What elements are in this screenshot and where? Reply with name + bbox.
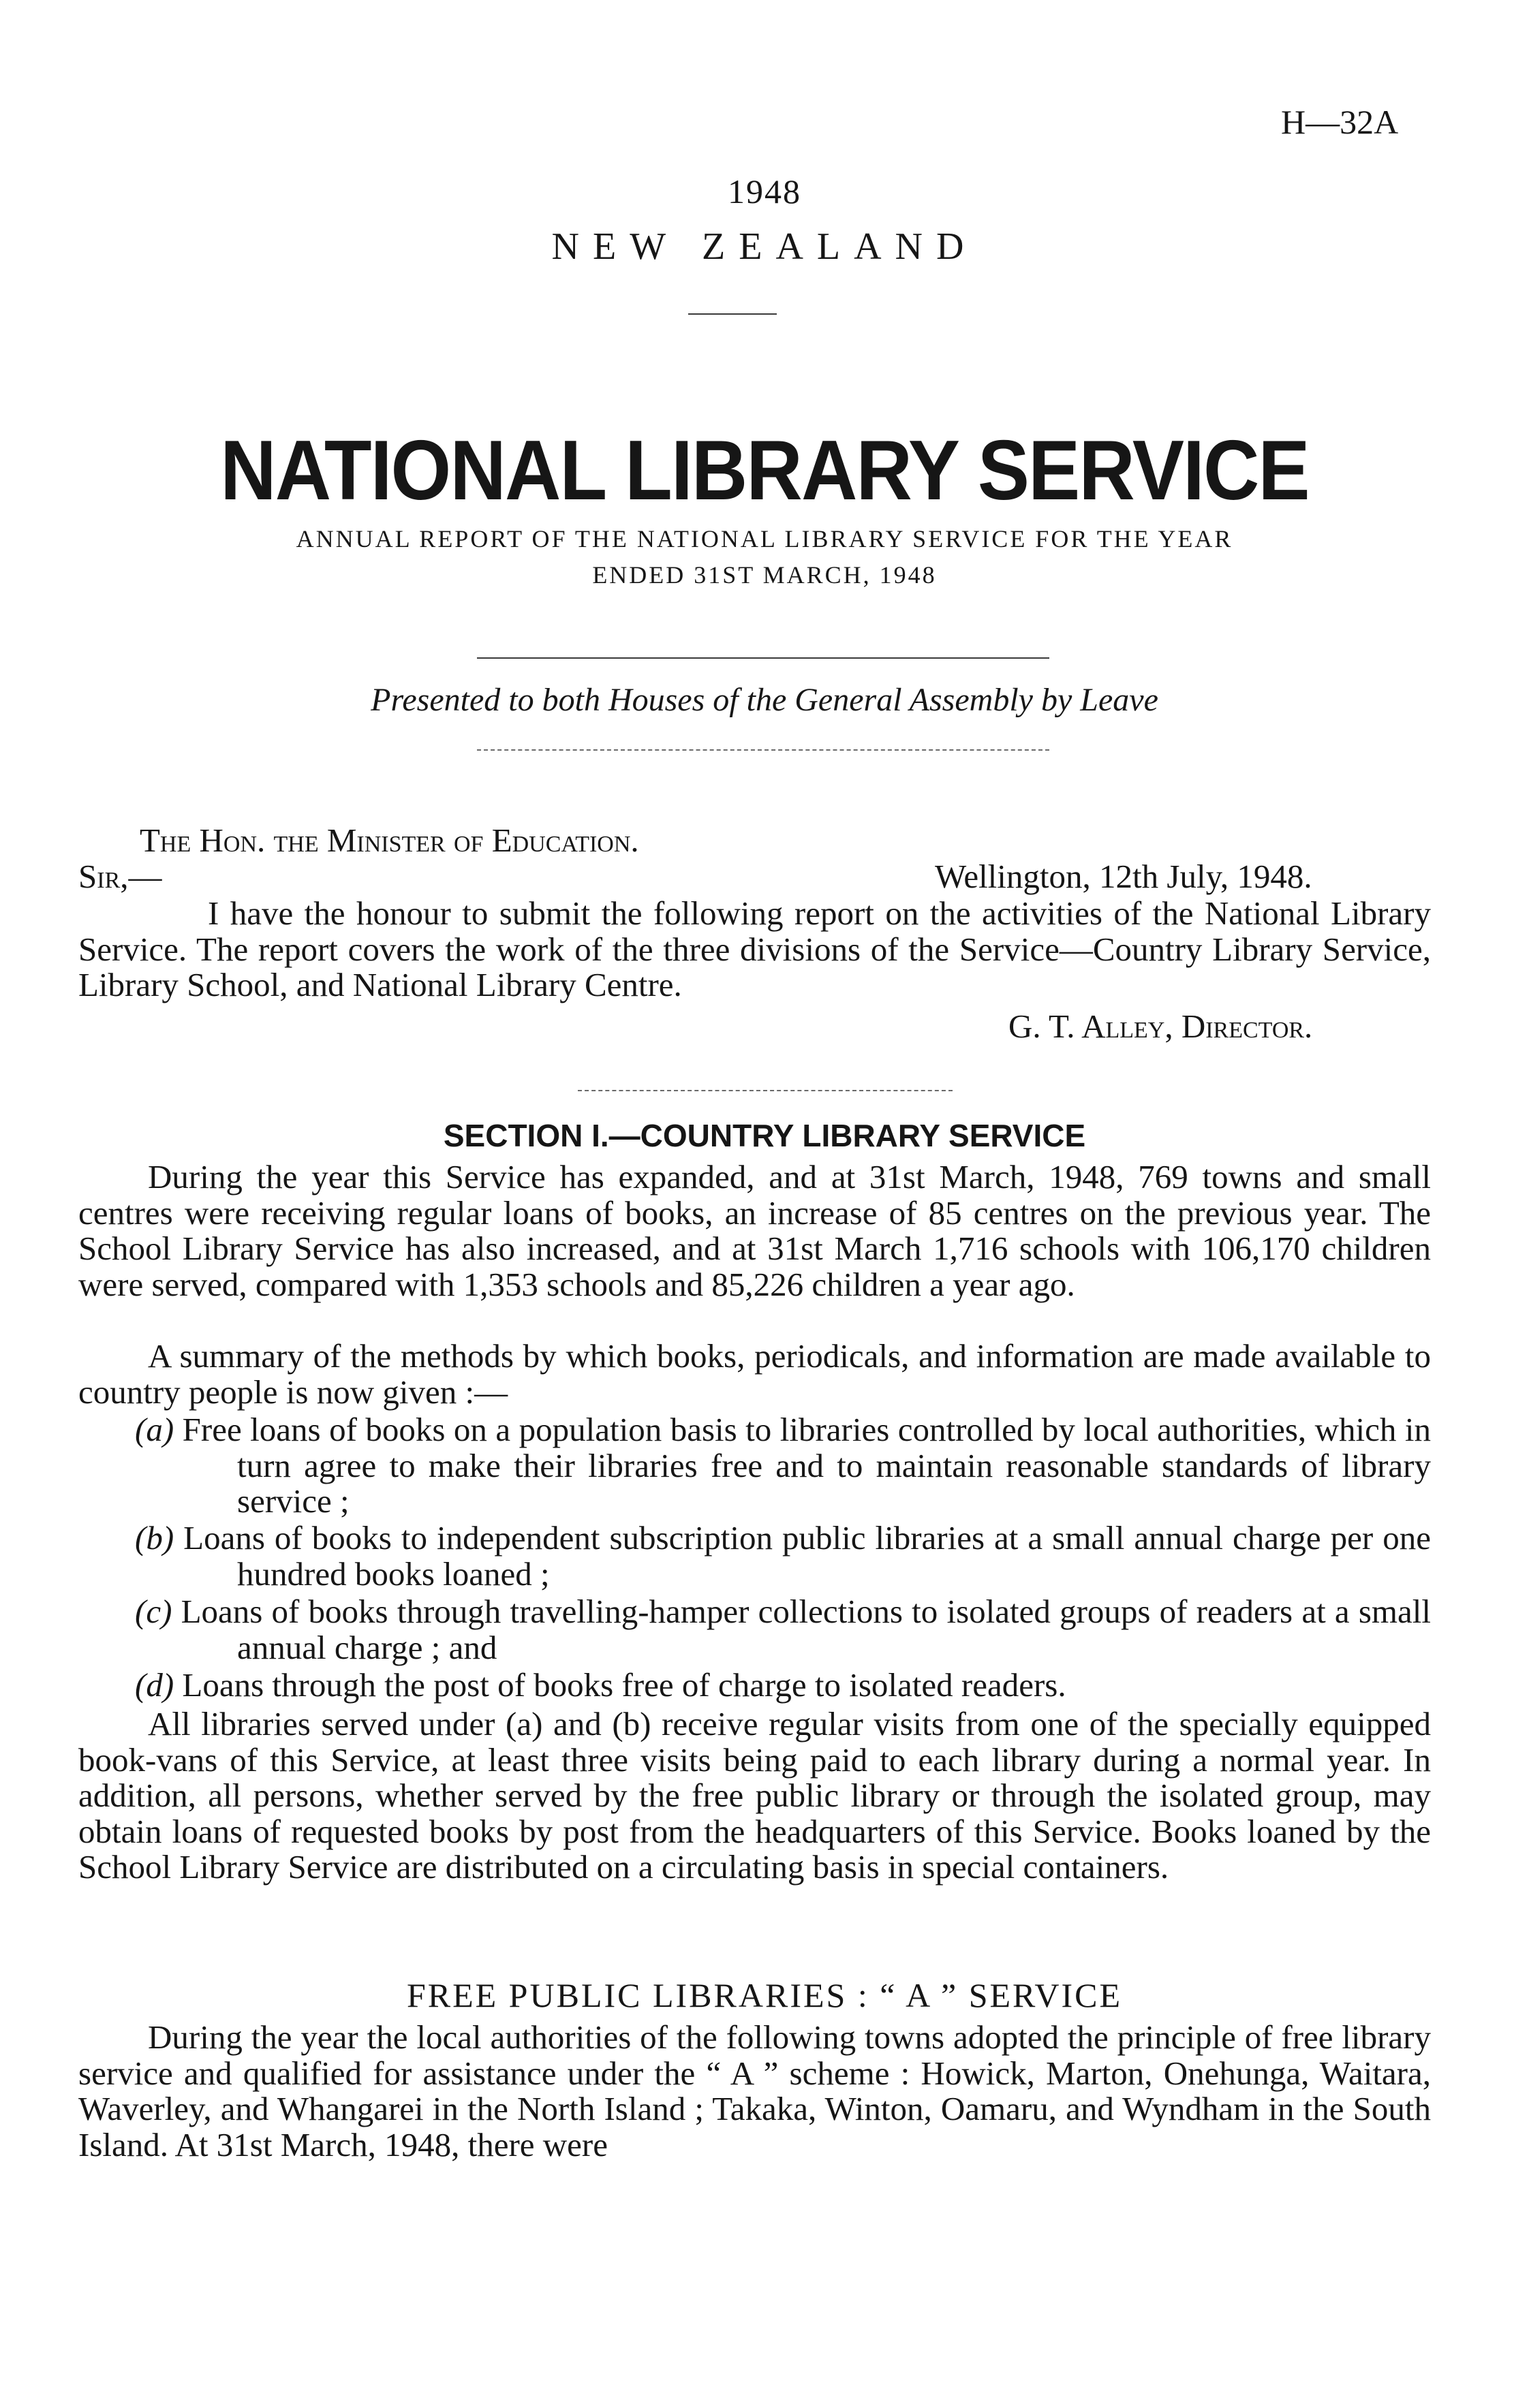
list-item-label: (c) xyxy=(135,1593,172,1630)
list-item-text: Loans of books to independent subscription public libraries at a small annual charge per one hundred books loaned ; xyxy=(183,1519,1431,1593)
list-item-text: Free loans of books on a population basis to libraries controlled by local authorities, which in turn agree to make their libraries free and to maintain reasonable standards of library service ; xyxy=(182,1411,1431,1520)
subtitle-line-2: ENDED 31ST MARCH, 1948 xyxy=(592,561,937,589)
presented-line: Presented to both Houses of the General Assembly by Leave xyxy=(371,682,1158,718)
list-item-label: (a) xyxy=(135,1411,174,1448)
letter-salutation: Sir,— xyxy=(78,858,162,895)
list-item-text: Loans through the post of books free of charge to isolated readers. xyxy=(182,1666,1066,1704)
divider-top xyxy=(688,313,777,315)
list-item xyxy=(135,1412,1431,1520)
section-para-3: All libraries served under (a) and (b) receive regular visits from one of the specially equipped book-vans of this Service, at least three visits being paid to each library during a normal year. In addition, all persons, whether served by the free public library or through the isolated group, may obtain loans of requested books by post from the headquarters of this Service. Books loaned by the School Library Service are distributed on a circulating basis in special containers. xyxy=(78,1705,1431,1886)
section-para-2: A summary of the methods by which books, periodicals, and information are made available to country people is now given :— xyxy=(78,1337,1431,1411)
letter-body: I have the honour to submit the following report on the activities of the National Library Service. The report covers the work of the three divisions of the Service—Country Library Service, Library School, and National Library Centre. xyxy=(78,894,1431,1003)
list-item-label: (b) xyxy=(135,1519,174,1557)
section-para-1: During the year this Service has expanded, and at 31st March, 1948, 769 towns and small centres were receiving regular loans of books, an increase of 85 centres on the previous year. The School Library Service has also increased, and at 31st March 1,716 schools with 106,170 children were served, compared with 1,353 schools and 85,226 children a year ago. xyxy=(78,1158,1431,1303)
divider-presented-top xyxy=(477,657,1049,659)
list-item xyxy=(135,1520,1431,1592)
main-title: NATIONAL LIBRARY SERVICE xyxy=(220,424,1309,518)
list-item-text: Loans of books through travelling-hamper collections to isolated groups of readers at a small annual charge ; and xyxy=(181,1593,1431,1666)
letter-signature: G. T. Alley, Director. xyxy=(1008,1007,1313,1045)
list-item xyxy=(135,1668,1431,1704)
subtitle-line-1: ANNUAL REPORT OF THE NATIONAL LIBRARY SERVICE FOR THE YEAR xyxy=(296,525,1233,552)
divider-presented-bottom xyxy=(477,749,1049,751)
report-year: 1948 xyxy=(728,172,801,210)
list-item-label: (d) xyxy=(135,1666,174,1704)
free-public-heading: FREE PUBLIC LIBRARIES : “ A ” SERVICE xyxy=(406,1976,1123,2014)
letter-place-date: Wellington, 12th July, 1948. xyxy=(935,858,1312,895)
letter-addressee: The Hon. the Minister of Education. xyxy=(140,822,639,859)
country-heading: NEW ZEALAND xyxy=(551,225,978,268)
document-code: H—32A xyxy=(1281,103,1399,141)
free-public-para: During the year the local authorities of the following towns adopted the principle of free library service and qualified for assistance under the “ A ” scheme : Howick, Marton, Onehunga, Waitara, Waverley, and Whangarei in the North Island ; Takaka, Winton, Oamaru, and Wyndham in the South Island. At 31st March, 1948, there were xyxy=(78,2018,1431,2163)
section-heading: SECTION I.—COUNTRY LIBRARY SERVICE xyxy=(443,1118,1086,1153)
divider-letter xyxy=(578,1090,953,1091)
list-item xyxy=(135,1594,1431,1666)
